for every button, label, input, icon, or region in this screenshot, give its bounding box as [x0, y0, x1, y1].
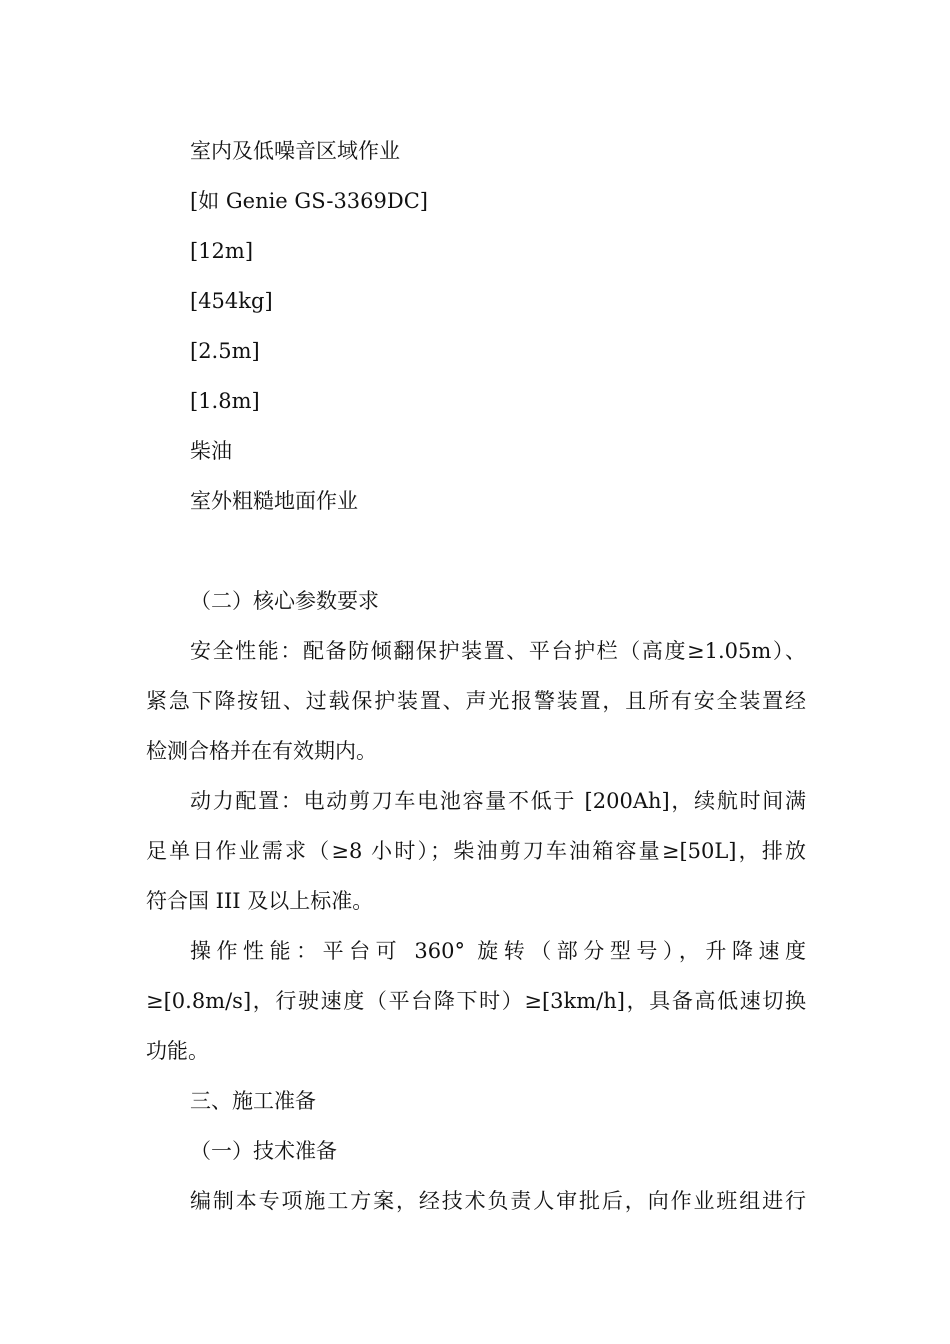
paragraph-operation-line-3: 功能。	[146, 1039, 209, 1063]
paragraph-power-line-1: 动力配置：电动剪刀车电池容量不低于 [200Ah]，续航时间满	[190, 789, 806, 813]
table-cell-model-example: [如 Genie GS-3369DC]	[190, 189, 428, 213]
table-cell-platform-length: [2.5m]	[190, 339, 260, 363]
section-heading-core-params: （二）核心参数要求	[190, 589, 379, 613]
section-heading-technical-prep: （一）技术准备	[190, 1139, 337, 1163]
paragraph-safety-line-2: 紧急下降按钮、过载保护装置、声光报警装置，且所有安全装置经	[146, 689, 806, 713]
paragraph-operation-line-2: ≥[0.8m/s]，行驶速度（平台降下时）≥[3km/h]，具备高低速切换	[146, 989, 806, 1013]
paragraph-safety-line-1: 安全性能：配备防倾翻保护装置、平台护栏（高度≥1.05m）、	[190, 639, 806, 663]
table-cell-height: [12m]	[190, 239, 254, 263]
paragraph-operation-line-1: 操作性能：平台可 360° 旋转（部分型号），升降速度	[190, 939, 806, 963]
table-cell-load: [454kg]	[190, 289, 273, 313]
section-heading-construction-prep: 三、施工准备	[190, 1089, 316, 1113]
paragraph-safety-line-3: 检测合格并在有效期内。	[146, 739, 377, 763]
table-cell-usage-indoor: 室内及低噪音区域作业	[190, 139, 400, 163]
paragraph-technical-line-1: 编制本专项施工方案，经技术负责人审批后，向作业班组进行	[190, 1189, 806, 1213]
table-cell-platform-width: [1.8m]	[190, 389, 260, 413]
paragraph-power-line-2: 足单日作业需求（≥8 小时）；柴油剪刀车油箱容量≥[50L]，排放	[146, 839, 806, 863]
table-cell-power-diesel: 柴油	[190, 439, 232, 463]
table-cell-usage-outdoor: 室外粗糙地面作业	[190, 489, 358, 513]
paragraph-power-line-3: 符合国 III 及以上标准。	[146, 889, 374, 913]
